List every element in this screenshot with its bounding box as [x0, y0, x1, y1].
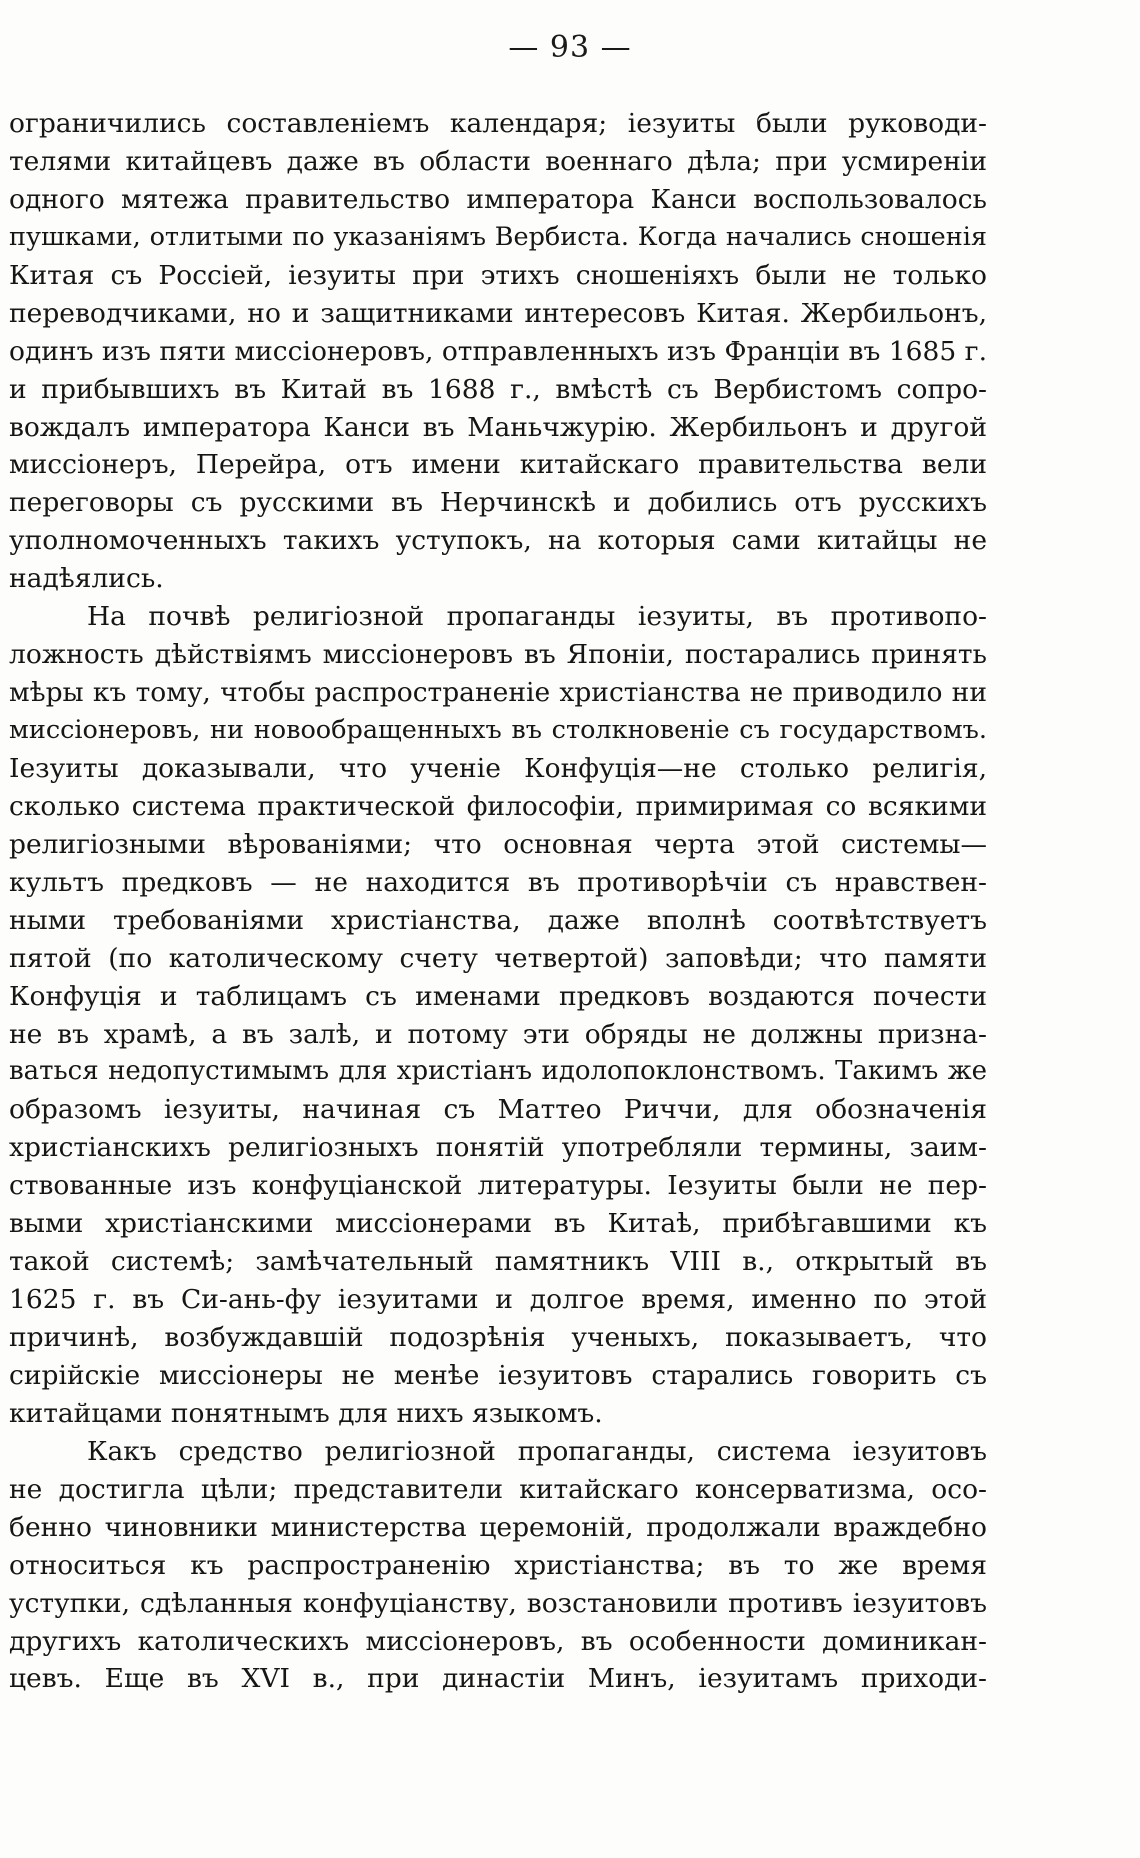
text-line: 1625 г. въ Си-ань-фу іезуитами и долгое время, именно по этой: [9, 1284, 987, 1316]
text-line: ваться недопустимымъ для христіанъ идолопоклонствомъ. Такимъ же: [9, 1056, 987, 1087]
text-line: религіозными вѣрованіями; что основная черта этой системы—: [9, 828, 987, 860]
text-line: уполномоченныхъ такихъ уступокъ, на которыя сами китайцы не: [9, 525, 987, 557]
text-line: культъ предковъ — не находится въ противорѣчіи съ нравствен-: [9, 866, 987, 898]
text-line: переводчиками, но и защитниками интересовъ Китая. Жербильонъ,: [9, 297, 987, 329]
text-line: относиться къ распространенію христіанства; въ то же время: [9, 1549, 987, 1581]
page-number: — 93 —: [508, 30, 632, 65]
text-line: Іезуиты доказывали, что ученіе Конфуція—не столько религія,: [9, 752, 987, 784]
text-line: ствованные изъ конфуціанской литературы. Іезуиты были не пер-: [9, 1170, 987, 1202]
text-line: одинъ изъ пяти миссіонеровъ, отправленныхъ изъ Франціи въ 1685 г.: [9, 335, 987, 367]
text-line: телями китайцевъ даже въ области военнаго дѣла; при усмиреніи: [9, 145, 987, 177]
text-line: Китая съ Россіей, іезуиты при этихъ сношеніяхъ были не только: [9, 259, 987, 291]
text-line: уступки, сдѣланныя конфуціанству, возстановили противъ іезуитовъ: [9, 1587, 987, 1619]
text-line: ными требованіями христіанства, даже вполнѣ соотвѣтствуетъ: [9, 904, 987, 936]
paragraph-end-line: китайцами понятнымъ для нихъ языкомъ.: [9, 1397, 603, 1429]
text-line: христіанскихъ религіозныхъ понятій употребляли термины, заим-: [9, 1132, 987, 1164]
text-line: образомъ іезуиты, начиная съ Маттео Риччи, для обозначенія: [9, 1094, 987, 1126]
text-line: не въ храмѣ, а въ залѣ, и потому эти обряды не должны призна-: [9, 1018, 987, 1050]
text-line: мѣры къ тому, чтобы распространеніе христіанства не приводило ни: [9, 677, 987, 709]
text-line: и прибывшихъ въ Китай въ 1688 г., вмѣстѣ съ Вербистомъ сопро-: [9, 373, 987, 405]
text-line: такой системѣ; замѣчательный памятникъ VIII в., открытый въ: [9, 1246, 987, 1278]
text-line: ограничились составленіемъ календаря; іезуиты были руководи-: [9, 108, 987, 139]
text-line: вождалъ императора Канси въ Маньчжурію. Жербильонъ и другой: [9, 411, 987, 443]
text-line: цевъ. Еще въ XVI в., при династіи Минъ, іезуитамъ приходи-: [9, 1663, 987, 1695]
text-line: не достигла цѣли; представители китайскаго консерватизма, осо-: [9, 1473, 987, 1505]
text-line: миссіонеръ, Перейра, отъ имени китайскаго правительства вели: [9, 449, 987, 481]
text-line: переговоры съ русскими въ Нерчинскѣ и добились отъ русскихъ: [9, 487, 987, 519]
text-line: бенно чиновники министерства церемоній, продолжали враждебно: [9, 1511, 987, 1543]
text-line: одного мятежа правительство императора Канси воспользовалось: [9, 183, 987, 215]
text-line: ложность дѣйствіямъ миссіонеровъ въ Японіи, постарались принять: [9, 639, 987, 671]
text-line: причинѣ, возбуждавшій подозрѣнія ученыхъ, показываетъ, что: [9, 1322, 987, 1353]
text-line: другихъ католическихъ миссіонеровъ, въ особенности доминикан-: [9, 1625, 987, 1657]
text-line: Конфуція и таблицамъ съ именами предковъ воздаются почести: [9, 980, 987, 1012]
text-line: сирійскіе миссіонеры не менѣе іезуитовъ старались говорить съ: [9, 1359, 987, 1391]
paragraph-end-line: надѣялись.: [9, 563, 164, 595]
text-line: сколько система практической философіи, примиримая со всякими: [9, 790, 987, 822]
paragraph-start-line: На почвѣ религіозной пропаганды іезуиты, въ противопо-: [87, 601, 987, 633]
body-text: [9, 105, 987, 1698]
paragraph-start-line: Какъ средство религіозной пропаганды, система іезуитовъ: [87, 1435, 987, 1467]
text-line: пятой (по католическому счету четвертой) заповѣди; что памяти: [9, 942, 987, 974]
text-line: миссіонеровъ, ни новообращенныхъ въ столкновеніе съ государствомъ.: [9, 715, 987, 745]
text-line: выми христіанскими миссіонерами въ Китаѣ, прибѣгавшими къ: [9, 1208, 987, 1240]
text-line: пушками, отлитыми по указаніямъ Вербиста. Когда начались сношенія: [9, 221, 987, 252]
